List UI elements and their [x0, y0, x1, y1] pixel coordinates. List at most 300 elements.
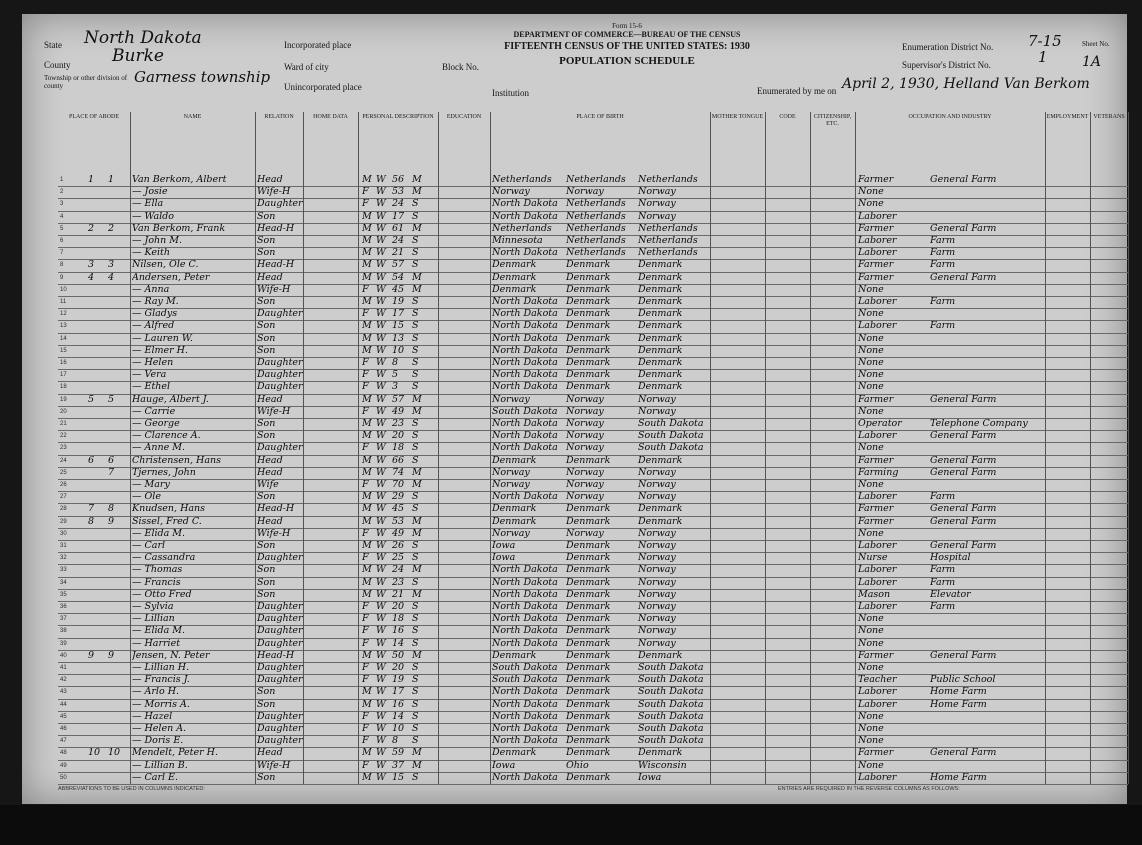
father-birthplace: Denmark [566, 576, 611, 588]
sex: F [362, 625, 369, 637]
mother-birthplace: Denmark [638, 320, 683, 332]
race: W [376, 198, 386, 210]
row-number: 2 [60, 189, 64, 196]
dwelling-number: 10 [88, 747, 101, 759]
race: W [376, 296, 386, 307]
relation: Son [257, 418, 276, 429]
person-name: Sissel, Fred C. [132, 515, 202, 527]
relation: Daughter [257, 625, 303, 637]
mother-birthplace: Norway [638, 405, 676, 417]
row-number: 17 [60, 372, 67, 379]
marital-status: M [412, 174, 422, 185]
race: W [376, 418, 386, 429]
row-number: 32 [60, 555, 67, 562]
industry: Farm [930, 491, 956, 503]
column-header-label: NAME [183, 114, 202, 120]
table-row [58, 711, 1128, 724]
occupation: None [858, 369, 884, 381]
industry [930, 735, 1042, 747]
industry: Telephone Company [930, 418, 1028, 429]
occupation: Laborer [858, 686, 897, 698]
dwelling-number [88, 638, 106, 650]
marital-status: S [412, 710, 419, 722]
family-number [108, 296, 128, 308]
mother-birthplace: Denmark [638, 649, 683, 661]
person-name: — Elida M. [132, 527, 186, 539]
mother-birthplace: Norway [638, 552, 676, 564]
incorporated-label: Incorporated place [284, 40, 352, 50]
dwelling-number [88, 723, 106, 735]
table-row [58, 686, 1128, 699]
state-value: North Dakota [84, 28, 202, 48]
row-number: 12 [60, 311, 67, 318]
mother-birthplace: Netherlands [638, 235, 698, 246]
person-name: — Hazel [132, 710, 173, 722]
age: 23 [392, 576, 405, 588]
occupation: None [858, 405, 884, 417]
age: 14 [392, 637, 405, 649]
person-birthplace: North Dakota [492, 771, 558, 783]
race: W [376, 186, 386, 198]
occupation: None [858, 357, 884, 368]
sex: F [362, 198, 369, 210]
industry: Farm [930, 320, 956, 332]
relation: Son [257, 296, 276, 307]
relation: Son [257, 235, 276, 246]
industry: Farm [930, 235, 956, 246]
family-number [108, 528, 128, 540]
column-header [358, 112, 439, 172]
occupation: Nurse [858, 552, 888, 564]
table-row [58, 552, 1128, 565]
mother-birthplace: Norway [638, 466, 676, 478]
marital-status: S [412, 674, 419, 686]
column-header-label: PLACE OF BIRTH [576, 114, 624, 120]
marital-status: M [412, 747, 422, 759]
column-divider [130, 112, 131, 784]
age: 50 [392, 649, 405, 661]
person-name: Knudsen, Hans [132, 503, 206, 515]
occupation: Laborer [858, 564, 897, 576]
table-row [58, 613, 1128, 626]
age: 20 [392, 601, 405, 612]
race: W [376, 283, 386, 295]
supervisor-value: 1 [1038, 48, 1048, 66]
family-number [108, 479, 128, 491]
table-row [58, 211, 1128, 224]
row-number: 24 [60, 457, 67, 464]
industry: Farm [930, 247, 956, 259]
sex: M [362, 698, 372, 710]
occupation: Laborer [858, 576, 897, 588]
sex: M [362, 296, 372, 307]
mother-birthplace: South Dakota [638, 662, 704, 673]
family-number [108, 186, 128, 198]
occupation: None [858, 735, 884, 747]
sex: M [362, 235, 372, 246]
race: W [376, 686, 386, 698]
relation: Head-H [257, 222, 295, 234]
occupation: Laborer [858, 771, 897, 783]
father-birthplace: Norway [566, 418, 604, 429]
occupation: None [858, 442, 884, 454]
sex: M [362, 588, 372, 600]
age: 17 [392, 686, 405, 698]
industry [930, 625, 1042, 637]
race: W [376, 454, 386, 466]
person-name: — Lauren W. [132, 332, 194, 344]
marital-status: S [412, 357, 419, 368]
father-birthplace: Denmark [566, 771, 611, 783]
dwelling-number: 2 [88, 222, 95, 234]
relation: Head-H [257, 649, 295, 661]
person-birthplace: North Dakota [492, 698, 558, 710]
table-row [58, 735, 1128, 748]
person-name: — Helen A. [132, 723, 187, 734]
race: W [376, 357, 386, 368]
family-number [108, 430, 128, 442]
father-birthplace: Denmark [566, 625, 611, 637]
marital-status: M [412, 515, 422, 527]
column-header [58, 112, 131, 172]
sex: F [362, 283, 369, 295]
sex: M [362, 393, 372, 405]
mother-birthplace: Denmark [638, 344, 683, 356]
industry: Home Farm [930, 771, 987, 783]
table-row [58, 638, 1128, 651]
relation: Son [257, 686, 276, 698]
row-number: 23 [60, 445, 67, 452]
industry: General Farm [930, 649, 997, 661]
age: 15 [392, 771, 405, 783]
table-row [58, 564, 1128, 577]
column-header-label: CITIZENSHIP, ETC. [813, 114, 852, 127]
family-number [108, 564, 128, 576]
occupation: None [858, 710, 884, 722]
industry [930, 406, 1042, 418]
mother-birthplace: Norway [638, 576, 676, 588]
father-birthplace: Netherlands [566, 198, 626, 210]
dwelling-number: 8 [88, 515, 95, 527]
marital-status: S [412, 259, 419, 271]
occupation: Farmer [858, 515, 894, 527]
father-birthplace: Denmark [566, 332, 611, 344]
person-birthplace: North Dakota [492, 613, 558, 625]
family-number: 1 [108, 174, 115, 185]
family-number [108, 674, 128, 686]
dwelling-number [88, 625, 106, 637]
age: 59 [392, 747, 405, 759]
race: W [376, 174, 386, 185]
father-birthplace: Denmark [566, 344, 611, 356]
relation: Daughter [257, 369, 303, 381]
mother-birthplace: Denmark [638, 503, 683, 515]
family-number [108, 442, 128, 454]
enum-district-value: 7-15 [1028, 32, 1062, 50]
industry [930, 711, 1042, 723]
sex: F [362, 479, 369, 490]
table-row [58, 650, 1128, 663]
marital-status: S [412, 771, 419, 783]
column-header [765, 112, 811, 172]
person-birthplace: North Dakota [492, 369, 558, 381]
person-name: — Ray M. [132, 296, 179, 307]
family-number [108, 625, 128, 637]
sex: M [362, 271, 372, 283]
ward-label: Ward of city [284, 62, 329, 72]
age: 57 [392, 259, 405, 271]
family-number [108, 357, 128, 369]
race: W [376, 564, 386, 576]
person-name: — Lillian [132, 613, 175, 625]
table-row [58, 747, 1128, 760]
occupation: Laborer [858, 698, 897, 710]
race: W [376, 674, 386, 686]
father-birthplace: Denmark [566, 747, 611, 759]
occupation: Farmer [858, 259, 894, 271]
mother-birthplace: Denmark [638, 271, 683, 283]
person-birthplace: North Dakota [492, 198, 558, 210]
race: W [376, 771, 386, 783]
family-number: 6 [108, 454, 115, 466]
race: W [376, 735, 386, 747]
occupation: None [858, 344, 884, 356]
relation: Son [257, 344, 276, 356]
supervisor-label: Supervisor's District No. [902, 60, 991, 70]
person-name: — Francis J. [132, 674, 190, 686]
age: 25 [392, 552, 405, 564]
family-number [108, 760, 128, 772]
father-birthplace: Denmark [566, 613, 611, 625]
father-birthplace: Denmark [566, 735, 611, 747]
father-birthplace: Denmark [566, 723, 611, 734]
person-name: — Arlo H. [132, 686, 180, 698]
mother-birthplace: Denmark [638, 357, 683, 368]
industry [930, 723, 1042, 735]
row-number: 39 [60, 640, 67, 647]
person-birthplace: North Dakota [492, 735, 558, 747]
relation: Daughter [257, 710, 303, 722]
race: W [376, 540, 386, 551]
person-birthplace: North Dakota [492, 357, 558, 368]
age: 66 [392, 454, 405, 466]
relation: Son [257, 320, 276, 332]
person-birthplace: North Dakota [492, 601, 558, 612]
mother-birthplace: Norway [638, 210, 676, 222]
family-number [108, 589, 128, 601]
row-number: 34 [60, 579, 67, 586]
age: 18 [392, 613, 405, 625]
family-number: 8 [108, 503, 115, 515]
age: 45 [392, 283, 405, 295]
family-number [108, 772, 128, 784]
sex: M [362, 747, 372, 759]
person-birthplace: Denmark [492, 283, 537, 295]
mother-birthplace: Norway [638, 540, 676, 551]
person-name: — Alfred [132, 320, 175, 332]
marital-status: S [412, 344, 419, 356]
mother-birthplace: Norway [638, 393, 676, 405]
occupation: Farmer [858, 222, 894, 234]
person-name: — Thomas [132, 564, 183, 576]
family-number [108, 540, 128, 552]
father-birthplace: Denmark [566, 503, 611, 515]
column-divider [358, 112, 359, 784]
mother-birthplace: South Dakota [638, 442, 704, 454]
father-birthplace: Norway [566, 466, 604, 478]
marital-status: S [412, 723, 419, 734]
row-number: 35 [60, 591, 67, 598]
occupation: Farmer [858, 503, 894, 515]
person-name: — George [132, 418, 180, 429]
column-divider [490, 112, 491, 784]
marital-status: M [412, 186, 422, 198]
race: W [376, 710, 386, 722]
person-birthplace: Denmark [492, 259, 537, 271]
race: W [376, 527, 386, 539]
person-birthplace: South Dakota [492, 405, 558, 417]
sex: F [362, 662, 369, 673]
family-number [108, 711, 128, 723]
father-birthplace: Denmark [566, 637, 611, 649]
person-name: — Anne M. [132, 442, 186, 454]
mother-birthplace: Norway [638, 613, 676, 625]
sex: M [362, 540, 372, 551]
person-name: — Keith [132, 247, 170, 259]
sex: M [362, 686, 372, 698]
relation: Daughter [257, 381, 303, 393]
mother-birthplace: Denmark [638, 283, 683, 295]
column-divider [855, 112, 856, 784]
marital-status: S [412, 698, 419, 710]
occupation: None [858, 723, 884, 734]
row-number: 6 [60, 238, 64, 244]
marital-status: S [412, 442, 419, 454]
marital-status: S [412, 503, 419, 515]
relation: Son [257, 771, 276, 783]
relation: Wife-H [257, 283, 291, 295]
relation: Head-H [257, 503, 295, 515]
sex: M [362, 222, 372, 234]
sex: F [362, 369, 369, 381]
column-header-label: RELATION [264, 114, 294, 120]
age: 23 [392, 418, 405, 429]
age: 61 [392, 222, 405, 234]
industry: Hospital [930, 552, 971, 564]
relation: Son [257, 564, 276, 576]
row-number: 37 [60, 616, 67, 623]
industry [930, 638, 1042, 650]
race: W [376, 552, 386, 564]
person-birthplace: Denmark [492, 454, 537, 466]
dwelling-number [88, 528, 106, 540]
marital-status: S [412, 686, 419, 698]
person-birthplace: Norway [492, 466, 530, 478]
dwelling-number [88, 418, 106, 430]
relation: Son [257, 210, 276, 222]
race: W [376, 222, 386, 234]
table-row [58, 577, 1128, 590]
relation: Wife-H [257, 759, 291, 771]
industry: Public School [930, 674, 996, 686]
table-row [58, 528, 1128, 541]
sex: M [362, 771, 372, 783]
row-number: 16 [60, 360, 67, 366]
industry: Farm [930, 296, 956, 307]
family-number [108, 735, 128, 747]
table-row [58, 674, 1128, 687]
person-name: — Elida M. [132, 625, 186, 637]
dwelling-number [88, 430, 106, 442]
person-birthplace: North Dakota [492, 247, 558, 259]
mother-birthplace: Norway [638, 491, 676, 503]
row-number: 22 [60, 433, 67, 440]
family-number [108, 491, 128, 503]
county-value: Burke [112, 46, 164, 66]
form-number: Form 15-6 [612, 22, 642, 30]
relation: Wife-H [257, 186, 291, 198]
county-label: County [44, 60, 71, 70]
table-row [58, 589, 1128, 602]
person-birthplace: North Dakota [492, 564, 558, 576]
industry: Home Farm [930, 698, 987, 710]
column-header [710, 112, 766, 172]
marital-status: S [412, 601, 419, 612]
race: W [376, 662, 386, 673]
person-birthplace: North Dakota [492, 588, 558, 600]
column-header [130, 112, 256, 172]
age: 21 [392, 247, 405, 259]
family-number [108, 406, 128, 418]
occupation: Farmer [858, 649, 894, 661]
relation: Son [257, 698, 276, 710]
father-birthplace: Denmark [566, 454, 611, 466]
row-number: 5 [60, 225, 64, 232]
relation: Head [257, 174, 283, 185]
mother-birthplace: Netherlands [638, 247, 698, 259]
sex: M [362, 491, 372, 503]
occupation: Farmer [858, 174, 894, 185]
occupation: None [858, 332, 884, 344]
occupation: Laborer [858, 210, 897, 222]
mother-birthplace: Netherlands [638, 222, 698, 234]
occupation: None [858, 186, 884, 198]
family-number [108, 601, 128, 613]
relation: Son [257, 332, 276, 344]
mother-birthplace: South Dakota [638, 686, 704, 698]
person-name: — Anna [132, 283, 170, 295]
dwelling-number [88, 198, 106, 210]
person-name: — Helen [132, 357, 174, 368]
marital-status: S [412, 418, 419, 429]
person-birthplace: North Dakota [492, 686, 558, 698]
relation: Daughter [257, 674, 303, 686]
relation: Wife-H [257, 527, 291, 539]
person-birthplace: South Dakota [492, 662, 558, 673]
mother-birthplace: South Dakota [638, 710, 704, 722]
sex: M [362, 430, 372, 442]
marital-status: S [412, 735, 419, 747]
father-birthplace: Denmark [566, 271, 611, 283]
person-birthplace: North Dakota [492, 320, 558, 332]
person-birthplace: North Dakota [492, 710, 558, 722]
industry: General Farm [930, 174, 997, 185]
age: 70 [392, 479, 405, 490]
occupation: None [858, 637, 884, 649]
footer-abbrev: ABBREVIATIONS TO BE USED IN COLUMNS INDICATED: [58, 786, 205, 792]
person-birthplace: Denmark [492, 503, 537, 515]
occupation: None [858, 625, 884, 637]
